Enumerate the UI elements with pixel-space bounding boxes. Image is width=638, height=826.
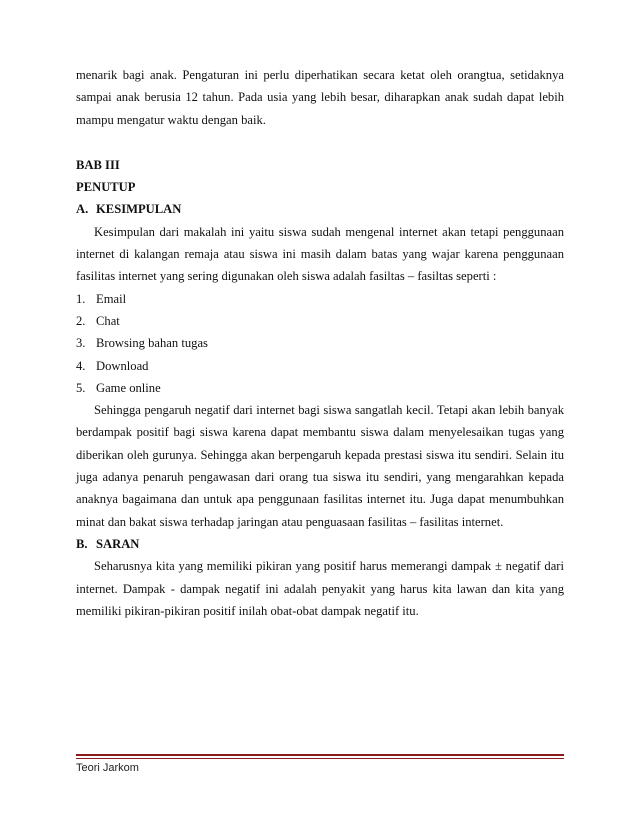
list-item [76, 288, 564, 310]
footer-rule-thick [76, 754, 564, 756]
section-a-paragraph-2: Sehingga pengaruh negatif dari internet bagi siswa sangatlah kecil. Tetapi akan lebih banyak berdampak positif bagi siswa karena dapat membantu siswa dalam menyelesaikan tugas yang diberikan oleh gurunya. Sehingga akan berpengaruh kepada prestasi siswa itu sendiri. Selain itu juga adanya penaruh pengawasan dari orang tua siswa itu sendiri, yang mengarahkan kepada anaknya bagaimana dan untuk apa penggunaan fasilitas internet itu. Juga dapat menumbuhkan minat dan bakat siswa terhadap jaringan atau penguasaan fasilitas – fasilitas internet. [76, 403, 564, 529]
list-item [76, 332, 564, 354]
list-item-text: Email [96, 291, 127, 306]
list-item-text: Game online [96, 380, 161, 395]
list-item-number: 3. [76, 336, 86, 351]
section-a-paragraph-1: Kesimpulan dari makalah ini yaitu siswa sudah mengenal internet akan tetapi penggunaan internet di kalangan remaja atau siswa ini masih dalam batas yang wajar karena penggunaan fasilitas internet yang sering digunakan oleh siswa adalah fasiltas – fasiltas seperti : [76, 224, 564, 284]
list-item [76, 355, 564, 377]
section-b-heading [76, 533, 564, 555]
section-b-title: SARAN [96, 536, 140, 551]
section-a-heading [76, 198, 564, 220]
footer-text: Teori Jarkom [76, 762, 139, 774]
section-a-title: KESIMPULAN [96, 202, 182, 217]
footer-rule-thin [76, 758, 564, 759]
list-item-text: Browsing bahan tugas [96, 336, 208, 351]
list-item [76, 377, 564, 399]
intro-paragraph: menarik bagi anak. Pengaturan ini perlu diperhatikan secara ketat oleh orangtua, setidaknya sampai anak berusia 12 tahun. Pada usia yang lebih besar, diharapkan anak sudah dapat lebih mampu mengatur waktu dengan baik. [76, 68, 564, 127]
section-a-number: A. [76, 202, 89, 217]
list-item-number: 4. [76, 358, 86, 373]
list-item-number: 2. [76, 313, 86, 328]
spacer [76, 131, 564, 154]
list-item-number: 5. [76, 380, 86, 395]
chapter-title: PENUTUP [76, 180, 136, 195]
list-item-text: Chat [96, 313, 120, 328]
section-b-paragraph: Seharusnya kita yang memiliki pikiran yang positif harus memerangi dampak ± negatif dari internet. Dampak - dampak negatif ini adalah penyakit yang harus kita lawan dan kita yang memiliki pikiran-pikiran positif inilah obat-obat dampak negatif itu. [76, 559, 564, 618]
section-b-number: B. [76, 536, 88, 551]
list-item [76, 310, 564, 332]
list-item-number: 1. [76, 291, 86, 306]
list-item-text: Download [96, 358, 149, 373]
chapter-number: BAB III [76, 157, 120, 172]
body-text [76, 64, 564, 622]
facility-list [76, 288, 564, 399]
